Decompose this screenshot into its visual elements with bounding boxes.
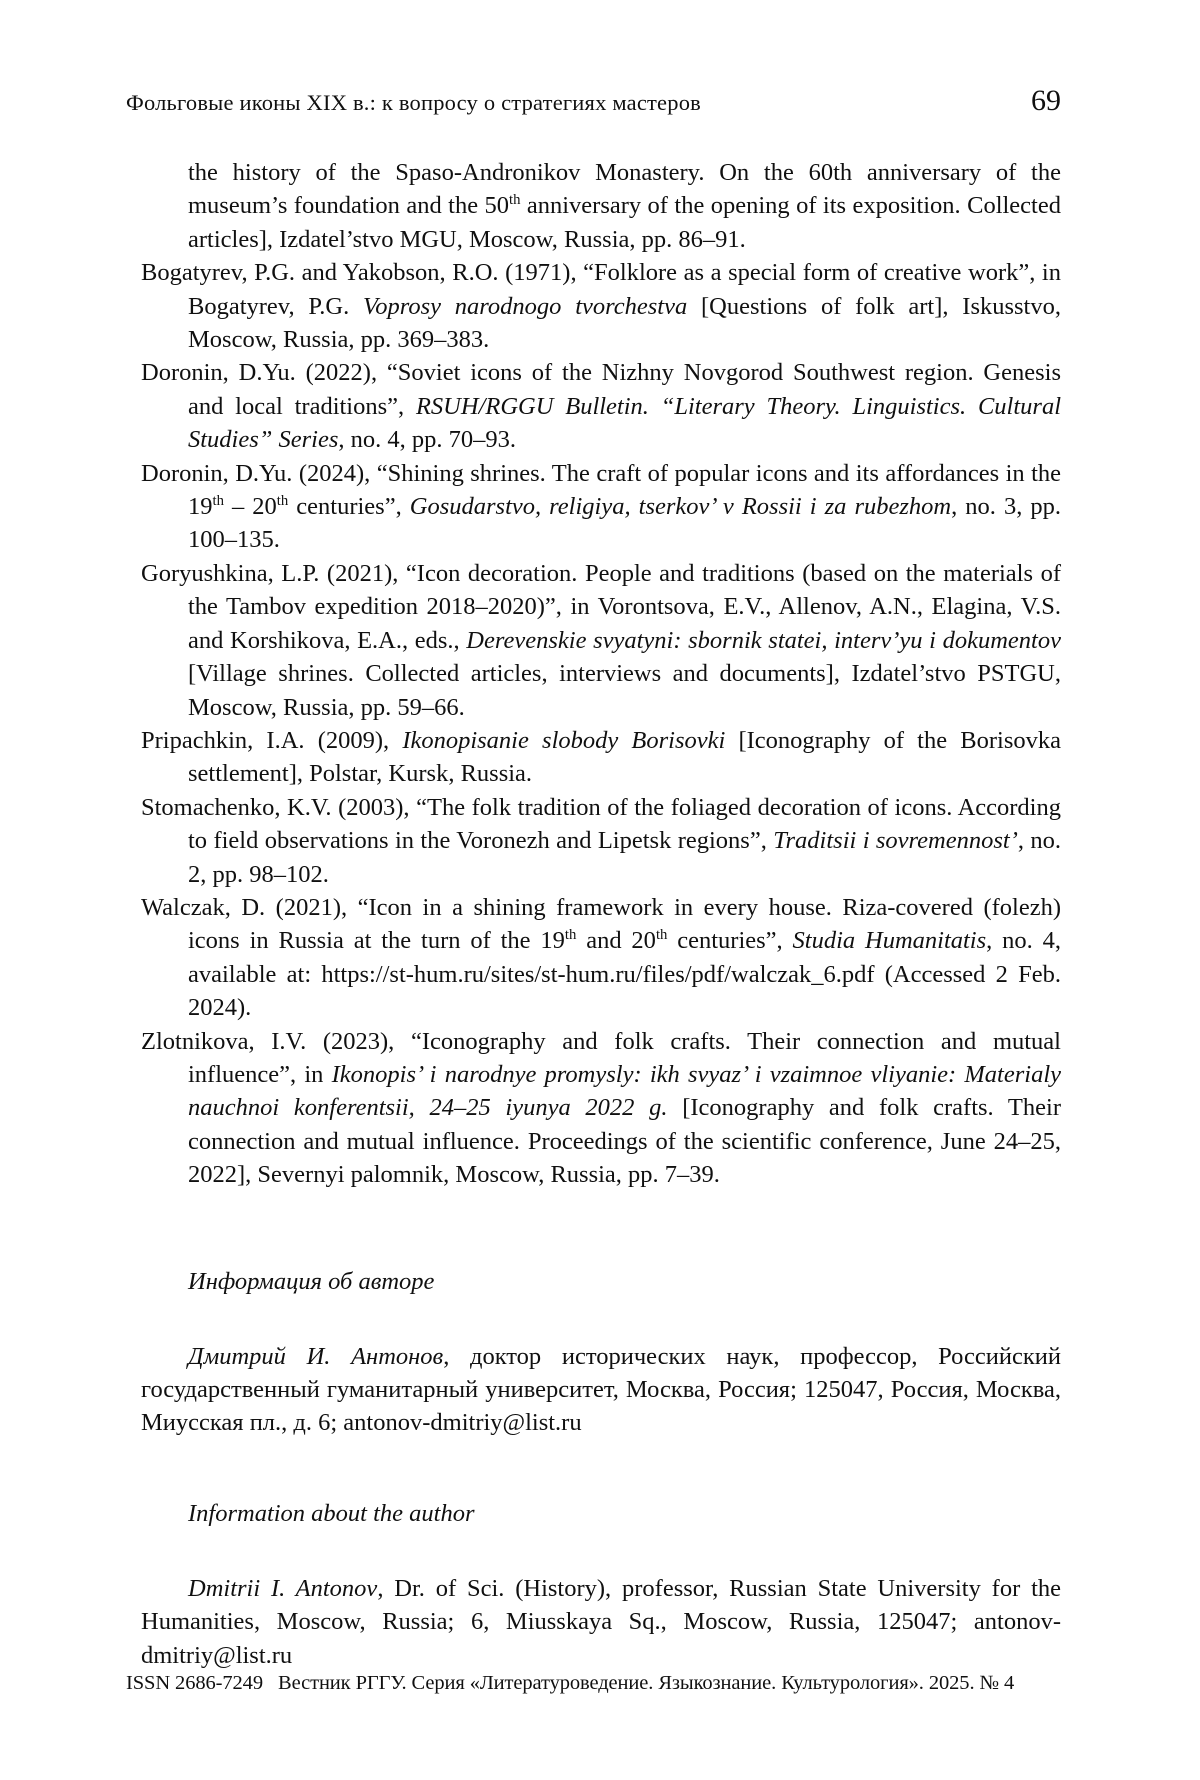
journal-title-line: Вестник РГГУ. Серия «Литературоведение. Языкознание. Культурология». 2025. № 4 — [278, 1672, 1015, 1694]
page-number: 69 — [1031, 84, 1061, 117]
page-footer — [126, 1672, 1086, 1695]
running-head — [126, 84, 1061, 118]
reference-entry: Doronin, D.Yu. (2024), “Shining shrines. The craft of popular icons and its affordances in the 19th – 20th centuries”, Gosudarstvo, religiya, tserkov’ v Rossii i za rubezhom, no. 3, pp. 100–135. — [141, 459, 1062, 554]
reference-entry: Goryushkina, L.P. (2021), “Icon decoration. People and traditions (based on the materials of the Tambov expedition 2018–2020)”, in Vorontsova, E.V., Allenov, A.N., Elagina, V.S. and Korshikova, E.A., eds., Derevenskie svyatyni: sbornik statei, interv’yu i dokumentov [Village shrines. Collected articles, interviews and documents], Izdatel’stvo PSTGU, Moscow, Russia, pp. 59–66. — [141, 559, 1061, 721]
running-title: Фольговые иконы XIX в.: к вопросу о стратегиях мастеров — [126, 90, 701, 115]
references-list — [141, 156, 1061, 1192]
author-info-heading-ru: Информация об авторе — [188, 1267, 435, 1295]
reference-entry: Doronin, D.Yu. (2022), “Soviet icons of the Nizhny Novgorod Southwest region. Genesis and local traditions”, RSUH/RGGU Bulletin. “Literary Theory. Linguistics. Cultural Studies” Series, no. 4, pp. 70–93. — [141, 359, 1061, 454]
reference-entry: Pripachkin, I.A. (2009), Ikonopisanie slobody Borisovki [Iconography of the Borisovka settlement], Polstar, Kursk, Russia. — [141, 726, 1061, 788]
page-content — [126, 84, 1062, 1672]
author-info-section — [141, 1268, 1061, 1672]
reference-entry: Stomachenko, K.V. (2003), “The folk tradition of the foliaged decoration of icons. According to field observations in the Voronezh and Lipetsk regions”, Traditsii i sovremennost’, no. 2, pp. 98–102. — [141, 793, 1061, 888]
reference-entry: Bogatyrev, P.G. and Yakobson, R.O. (1971), “Folklore as a special form of creative work”, in Bogatyrev, P.G. Voprosy narodnogo tvorchestva [Questions of folk art], Iskusstvo, Moscow, Russia, pp. 369–383. — [141, 259, 1061, 354]
author-info-ru: Дмитрий И. Антонов, доктор исторических наук, профессор, Российский государственный гуманитарный университет, Москва, Россия; 125047, Россия, Москва, Миусская пл., д. 6; antonov-dmitriy@list.ru — [141, 1342, 1061, 1437]
reference-entry: Zlotnikova, I.V. (2023), “Iconography and folk crafts. Their connection and mutual influence”, in Ikonopis’ i narodnye promysly: ikh svyaz’ i vzaimnoe vliyanie: Materialy nauchnoi konferentsii, 24–25 iyunya 2022 g. [Iconography and folk crafts. Their connection and mutual influence. Proceedings of the scientific conference, June 24–25, 2022], Severnyi palomnik, Moscow, Russia, pp. 7–39. — [141, 1027, 1061, 1189]
reference-entry: Walczak, D. (2021), “Icon in a shining framework in every house. Riza-covered (folezh) icons in Russia at the turn of the 19th and 20th centuries”, Studia Humanitatis, no. 4, available at: https://st-hum.ru/sites/st-hum.ru/files/pdf/walczak_6.pdf (Accessed 2 Feb. 2024). — [141, 893, 1061, 1022]
author-info-heading-en: Information about the author — [188, 1499, 475, 1527]
author-info-en: Dmitrii I. Antonov, Dr. of Sci. (History), professor, Russian State University for the Humanities, Moscow, Russia; 6, Miusskaya Sq., Moscow, Russia, 125047; antonov-dmitriy@list.ru — [141, 1574, 1062, 1669]
reference-entry: the history of the Spaso-Andronikov Monastery. On the 60th anniversary of the museum’s foundation and the 50th anniversary of the opening of its exposition. Collected articles], Izdatel’stvo MGU, Moscow, Russia, pp. 86–91. — [188, 159, 1061, 253]
issn-label: ISSN 2686-7249 — [126, 1672, 263, 1694]
